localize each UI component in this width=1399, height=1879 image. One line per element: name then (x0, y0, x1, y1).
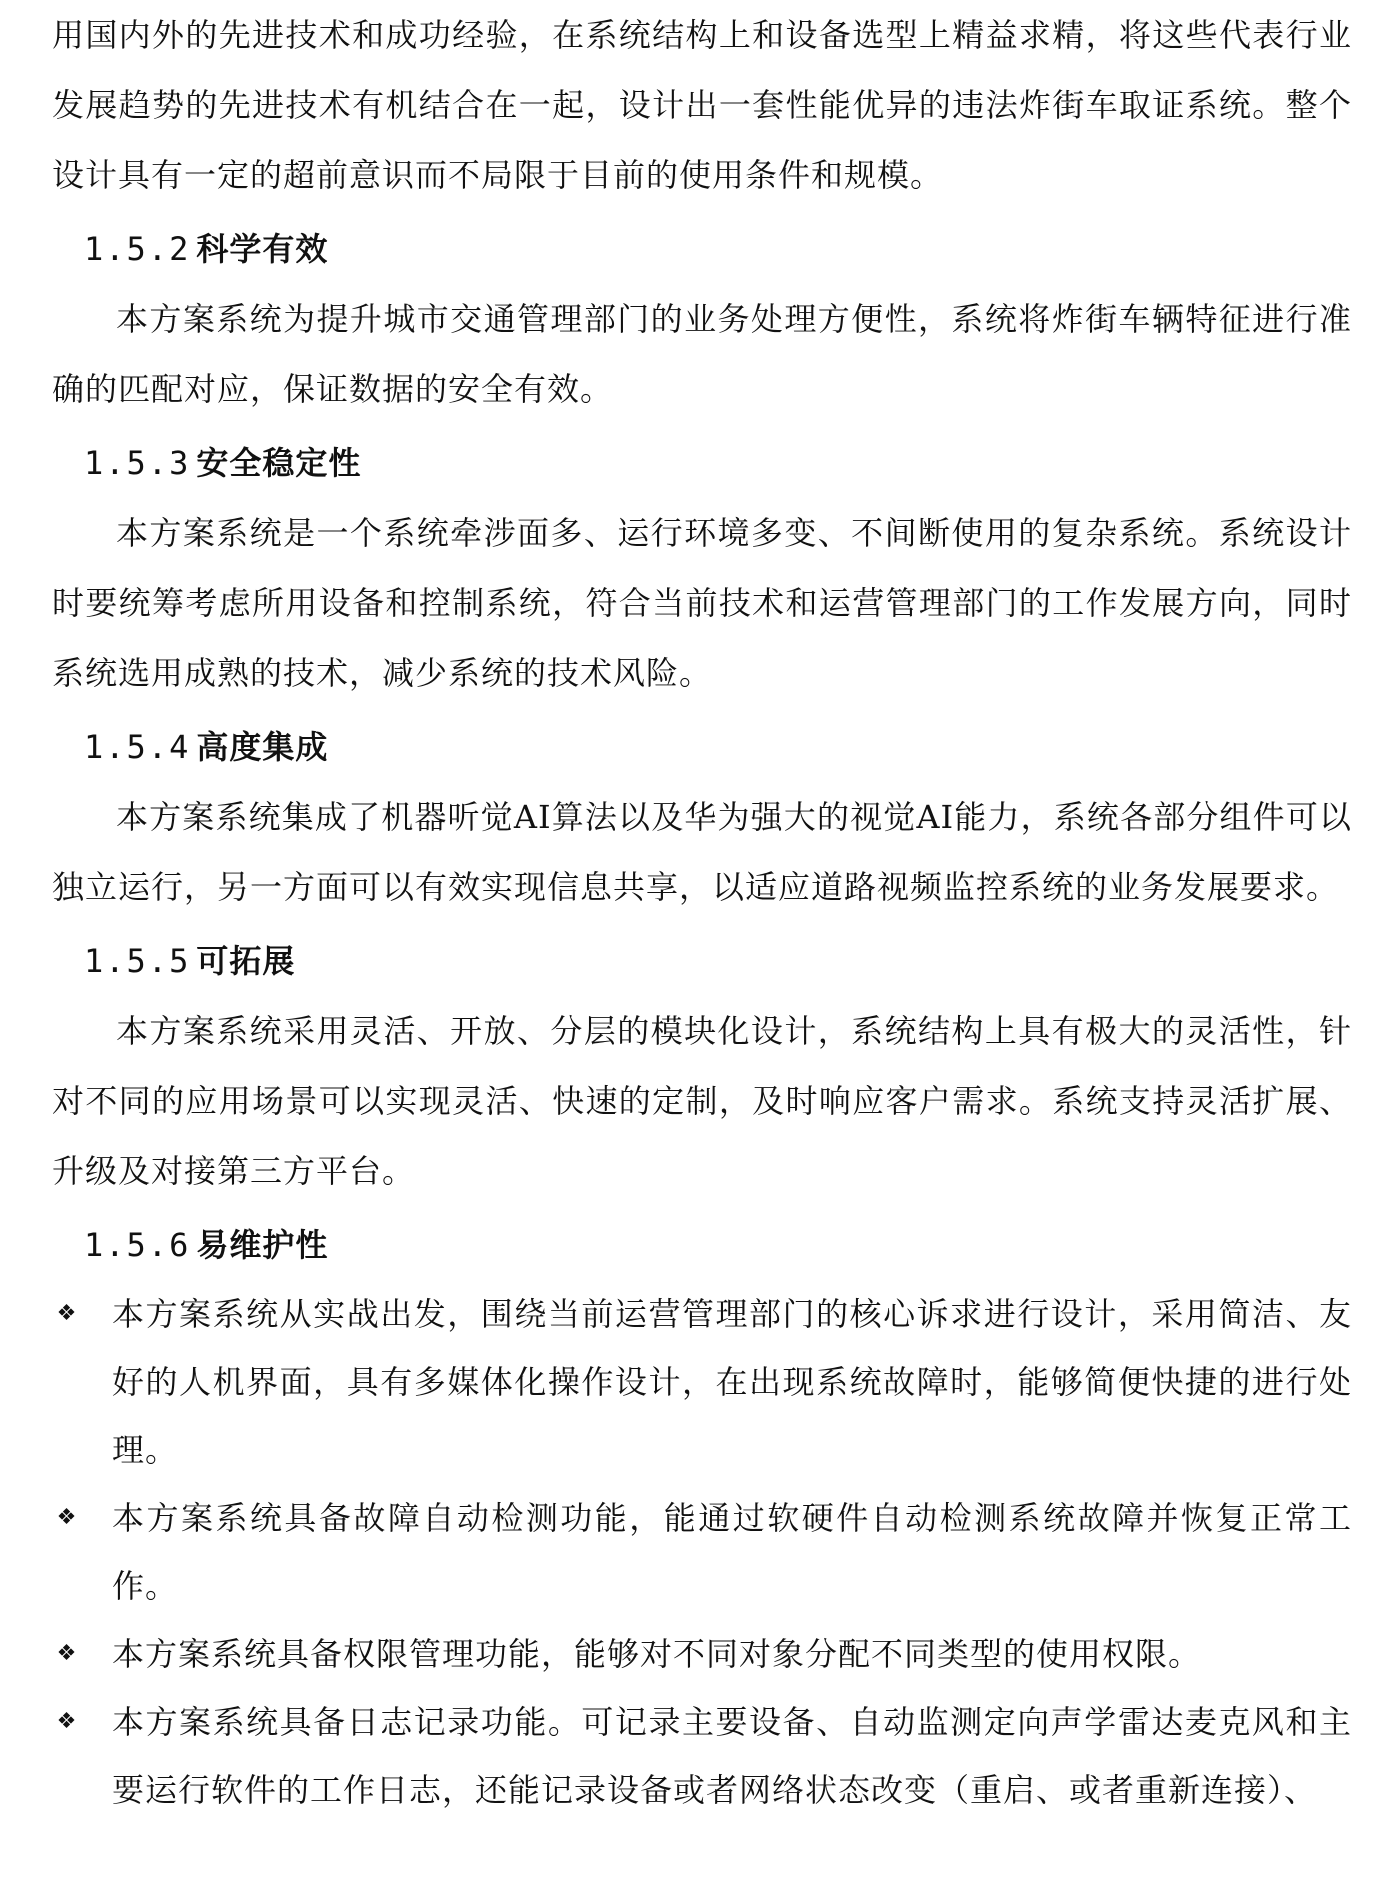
list-item (52, 1620, 1352, 1688)
section-body-1-5-4: 本方案系统集成了机器听觉AI算法以及华为强大的视觉AI能力，系统各部分组件可以独立运行，另一方面可以有效实现信息共享，以适应道路视频监控系统的业务发展要求。 (52, 798, 1352, 906)
diamond-bullet-icon: ❖ (56, 1709, 78, 1734)
section-heading-1-5-5 (52, 926, 1352, 996)
section-number: 1.5.4 (84, 728, 191, 766)
section-body-1-5-3: 本方案系统是一个系统牵涉面多、运行环境多变、不间断使用的复杂系统。系统设计时要统筹考虑所用设备和控制系统，符合当前技术和运营管理部门的工作发展方向，同时系统选用成熟的技术，减少系统的技术风险。 (52, 514, 1352, 692)
section-title: 科学有效 (196, 230, 329, 268)
section-title: 安全稳定性 (196, 444, 362, 482)
list-item-text: 本方案系统具备日志记录功能。可记录主要设备、自动监测定向声学雷达麦克风和主要运行软件的工作日志，还能记录设备或者网络状态改变（重启、或者重新连接）、 (112, 1703, 1352, 1809)
maintainability-bullet-list (52, 1280, 1352, 1824)
section-body-1-5-2: 本方案系统为提升城市交通管理部门的业务处理方便性，系统将炸街车辆特征进行准确的匹配对应，保证数据的安全有效。 (52, 300, 1352, 408)
section-number: 1.5.2 (84, 230, 191, 268)
section-heading-1-5-2 (52, 214, 1352, 284)
section-title: 易维护性 (196, 1226, 329, 1264)
section-number: 1.5.6 (84, 1226, 191, 1264)
intro-paragraph: 用国内外的先进技术和成功经验，在系统结构上和设备选型上精益求精，将这些代表行业发展趋势的先进技术有机结合在一起，设计出一套性能优异的违法炸街车取证系统。整个设计具有一定的超前意识而不局限于目前的使用条件和规模。 (52, 16, 1352, 194)
section-number: 1.5.3 (84, 444, 191, 482)
section-body-1-5-5: 本方案系统采用灵活、开放、分层的模块化设计，系统结构上具有极大的灵活性，针对不同的应用场景可以实现灵活、快速的定制，及时响应客户需求。系统支持灵活扩展、升级及对接第三方平台。 (52, 1012, 1352, 1190)
diamond-bullet-icon: ❖ (56, 1301, 78, 1326)
list-item (52, 1688, 1352, 1824)
list-item-text: 本方案系统具备权限管理功能，能够对不同对象分配不同类型的使用权限。 (112, 1635, 1202, 1673)
section-number: 1.5.5 (84, 942, 191, 980)
section-heading-1-5-6 (52, 1210, 1352, 1280)
list-item-text: 本方案系统具备故障自动检测功能，能通过软硬件自动检测系统故障并恢复正常工作。 (112, 1499, 1352, 1605)
list-item (52, 1484, 1352, 1620)
list-item (52, 1280, 1352, 1484)
section-title: 可拓展 (196, 942, 296, 980)
diamond-bullet-icon: ❖ (56, 1505, 78, 1530)
diamond-bullet-icon: ❖ (56, 1641, 78, 1666)
section-heading-1-5-3 (52, 428, 1352, 498)
section-title: 高度集成 (196, 728, 329, 766)
document-page (52, 0, 1352, 1824)
list-item-text: 本方案系统从实战出发，围绕当前运营管理部门的核心诉求进行设计，采用简洁、友好的人机界面，具有多媒体化操作设计，在出现系统故障时，能够简便快捷的进行处理。 (112, 1295, 1352, 1469)
section-heading-1-5-4 (52, 712, 1352, 782)
